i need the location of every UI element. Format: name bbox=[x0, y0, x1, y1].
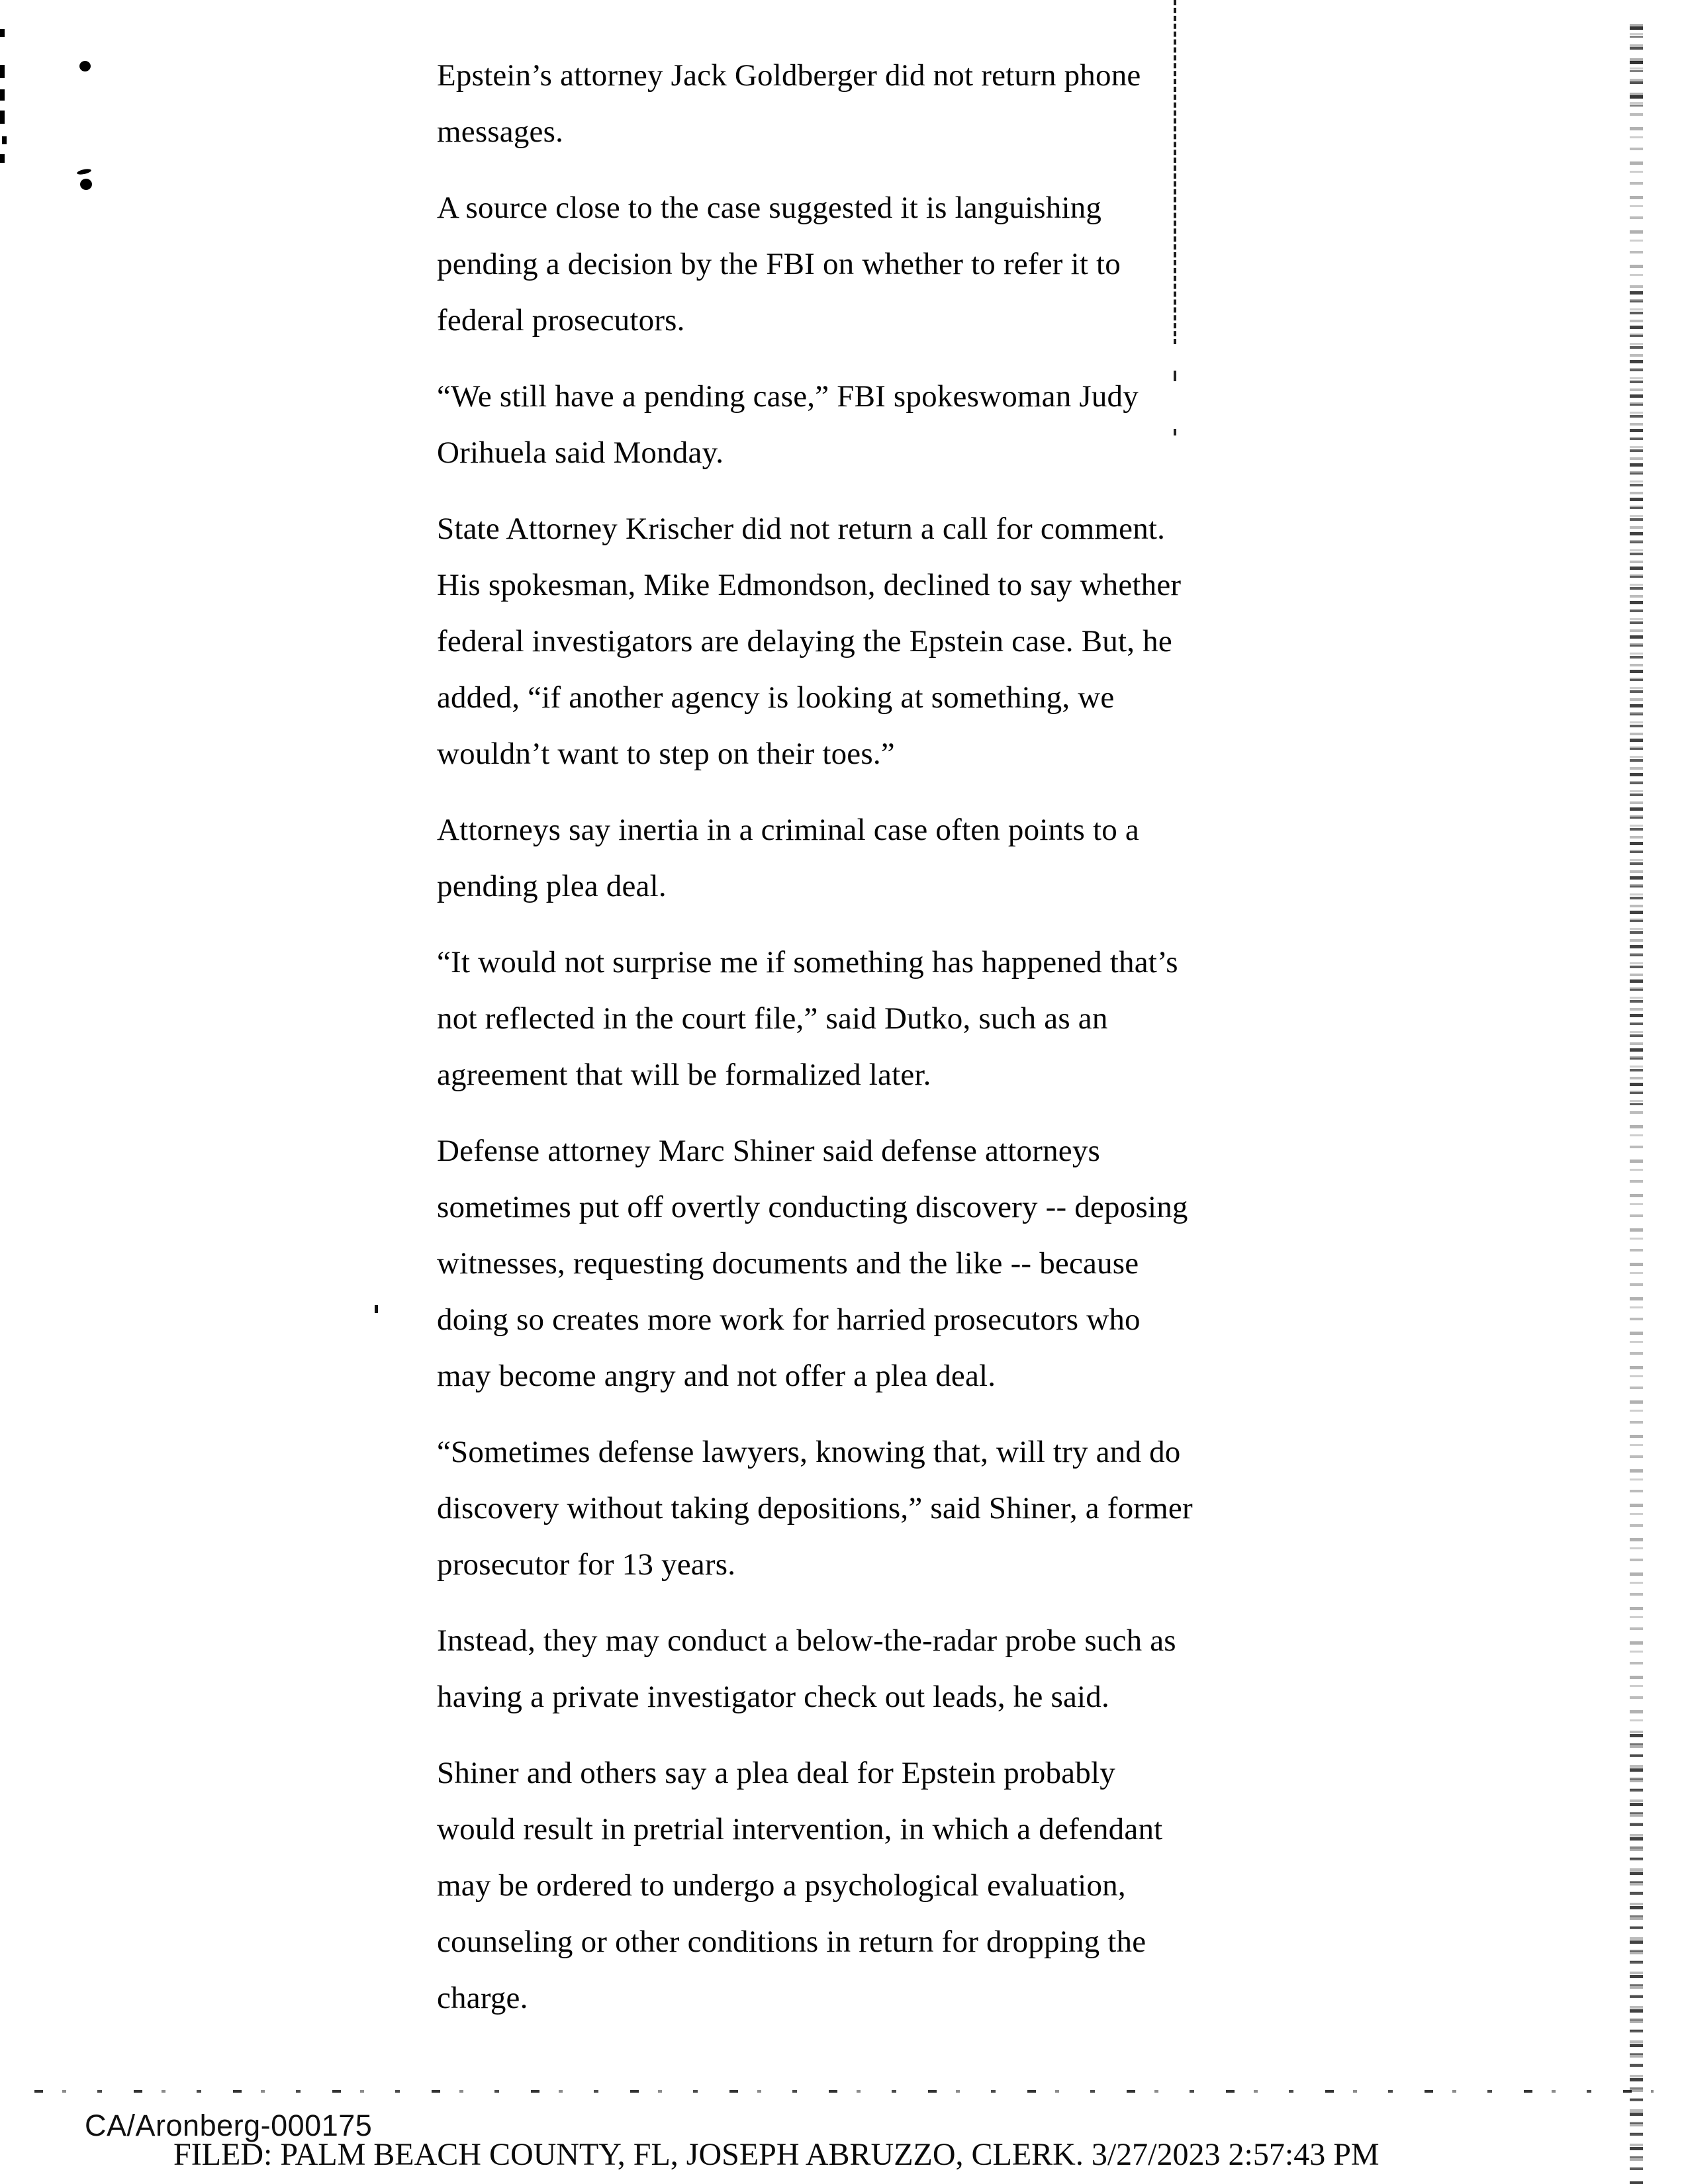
scan-edge-mark bbox=[0, 65, 5, 78]
text-line: “Sometimes defense lawyers, knowing that, will try and do bbox=[437, 1435, 1181, 1469]
ink-speck bbox=[375, 1305, 378, 1313]
scan-edge-mark bbox=[0, 89, 5, 101]
text-line: Shiner and others say a plea deal for Epstein probably bbox=[437, 1756, 1115, 1790]
paragraph bbox=[437, 1424, 1238, 1593]
article-body bbox=[437, 48, 1238, 2046]
text-line: Instead, they may conduct a below-the-radar probe such as bbox=[437, 1623, 1176, 1658]
text-line: pending plea deal. bbox=[437, 869, 667, 903]
text-line: Epstein’s attorney Jack Goldberger did not return phone bbox=[437, 58, 1141, 93]
scan-edge-mark bbox=[2, 136, 7, 144]
text-line: witnesses, requesting documents and the like -- because bbox=[437, 1246, 1139, 1281]
text-line: charge. bbox=[437, 1981, 528, 2015]
text-line: added, “if another agency is looking at something, we bbox=[437, 680, 1115, 715]
text-line: federal investigators are delaying the Epstein case. But, he bbox=[437, 624, 1172, 659]
scan-noise-line bbox=[34, 2090, 1654, 2093]
text-line: pending a decision by the FBI on whether to refer it to bbox=[437, 247, 1121, 281]
text-line: sometimes put off overtly conducting discovery -- deposing bbox=[437, 1190, 1188, 1224]
text-line: discovery without taking depositions,” said Shiner, a former bbox=[437, 1491, 1193, 1525]
text-line: “We still have a pending case,” FBI spokeswoman Judy bbox=[437, 379, 1139, 414]
text-line: “It would not surprise me if something has happened that’s bbox=[437, 945, 1178, 979]
paragraph bbox=[437, 48, 1238, 160]
ink-blob bbox=[79, 61, 91, 71]
paragraph bbox=[437, 934, 1238, 1103]
scan-edge-mark bbox=[0, 29, 5, 37]
paragraph bbox=[437, 1123, 1238, 1404]
text-line: may be ordered to undergo a psychological evaluation, bbox=[437, 1868, 1126, 1903]
paragraph bbox=[437, 802, 1238, 915]
text-line: would result in pretrial intervention, in which a defendant bbox=[437, 1812, 1163, 1846]
filed-stamp: FILED: PALM BEACH COUNTY, FL, JOSEPH ABRUZZO, CLERK. 3/27/2023 2:57:43 PM bbox=[173, 2137, 1380, 2172]
text-line: prosecutor for 13 years. bbox=[437, 1547, 736, 1582]
ink-blob bbox=[80, 179, 92, 190]
text-line: doing so creates more work for harried prosecutors who bbox=[437, 1302, 1141, 1337]
paragraph bbox=[437, 1613, 1238, 1725]
scan-noise-strip bbox=[1630, 291, 1643, 1105]
text-line: not reflected in the court file,” said Dutko, such as an bbox=[437, 1001, 1108, 1036]
scan-edge-mark bbox=[0, 154, 5, 163]
text-line: Orihuela said Monday. bbox=[437, 435, 724, 470]
text-line: wouldn’t want to step on their toes.” bbox=[437, 737, 895, 771]
ink-blob bbox=[77, 168, 92, 175]
paragraph bbox=[437, 180, 1238, 349]
text-line: A source close to the case suggested it is languishing bbox=[437, 191, 1102, 225]
text-line: counseling or other conditions in return for dropping the bbox=[437, 1925, 1146, 1959]
bates-number: CA/Aronberg-000175 bbox=[85, 2109, 373, 2142]
paragraph bbox=[437, 501, 1238, 782]
text-line: Defense attorney Marc Shiner said defense attorneys bbox=[437, 1134, 1101, 1168]
paragraph bbox=[437, 1745, 1238, 2026]
scan-noise-strip bbox=[1630, 1734, 1643, 2184]
text-line: agreement that will be formalized later. bbox=[437, 1058, 931, 1092]
text-line: His spokesman, Mike Edmondson, declined to say whether bbox=[437, 568, 1182, 602]
paragraph bbox=[437, 369, 1238, 481]
text-line: having a private investigator check out leads, he said. bbox=[437, 1680, 1109, 1714]
text-line: messages. bbox=[437, 114, 564, 149]
scan-noise-strip bbox=[1630, 26, 1643, 113]
text-line: may become angry and not offer a plea deal. bbox=[437, 1359, 996, 1393]
scan-edge-mark bbox=[0, 111, 5, 124]
text-line: State Attorney Krischer did not return a call for comment. bbox=[437, 512, 1166, 546]
text-line: federal prosecutors. bbox=[437, 303, 685, 338]
text-line: Attorneys say inertia in a criminal case often points to a bbox=[437, 813, 1139, 847]
